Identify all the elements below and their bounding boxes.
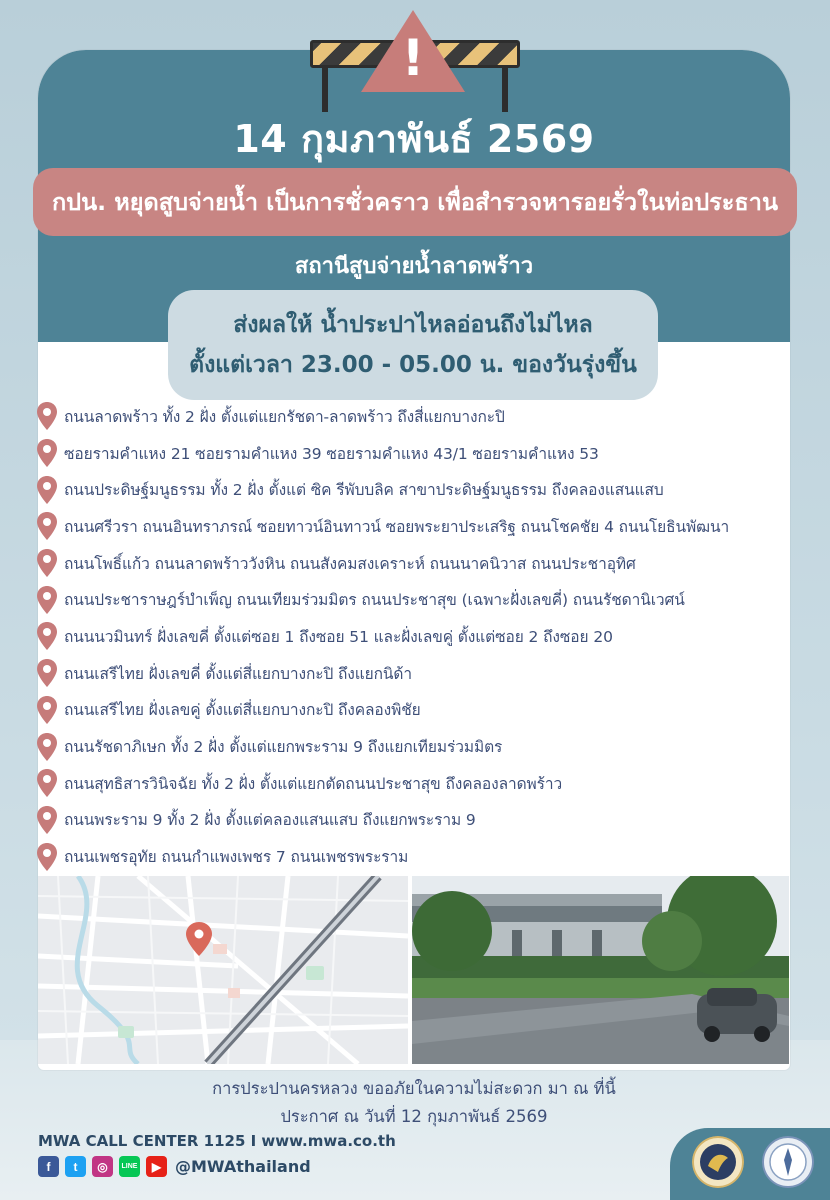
map-graphic	[38, 876, 408, 1064]
area-text: ถนนประดิษฐ์มนูธรรม ทั้ง 2 ฝั่ง ตั้งแต่ ซิค รีพับบลิค สาขาประดิษฐ์มนูธรรม ถึงคลองแสนแสบ	[64, 481, 664, 500]
location-pin-icon	[36, 621, 58, 651]
location-pin-icon	[36, 842, 58, 872]
apology-message: การประปานครหลวง ขออภัยในความไม่สะดวก มา ณ ที่นี้	[212, 1079, 616, 1098]
barricade-leg	[502, 68, 508, 112]
effect-box	[168, 290, 658, 400]
area-text: ถนนลาดพร้าว ทั้ง 2 ฝั่ง ตั้งแต่แยกรัชดา-ลาดพร้าว ถึงสี่แยกบางกะปิ	[64, 407, 505, 426]
area-list-item	[36, 471, 796, 508]
area-list-item	[36, 435, 796, 472]
social-links	[38, 1156, 311, 1177]
area-list-item	[36, 398, 796, 435]
area-text: ถนนเสรีไทย ฝั่งเลขคู่ ตั้งแต่สี่แยกบางกะปิ ถึงคลองพิชัย	[64, 701, 421, 720]
location-pin-icon	[36, 438, 58, 468]
area-list-item	[36, 765, 796, 802]
area-text: ถนนโพธิ์แก้ว ถนนลาดพร้าววังหิน ถนนสังคมสงเคราะห์ ถนนนาคนิวาส ถนนประชาอุทิศ	[64, 554, 636, 573]
station-name: สถานีสูบจ่ายน้ำลาดพร้าว	[294, 254, 534, 279]
area-list-item	[36, 655, 796, 692]
instagram-icon[interactable]: ◎	[92, 1156, 113, 1177]
affected-areas-list	[36, 398, 796, 875]
effect-line-1: ส่งผลให้ น้ำประปาไหลอ่อนถึงไม่ไหล	[233, 312, 593, 338]
area-text: ถนนเพชรอุทัย ถนนกำแพงเพชร 7 ถนนเพชรพระราม	[64, 848, 409, 867]
area-list-item	[36, 802, 796, 839]
area-text: ถนนพระราม 9 ทั้ง 2 ฝั่ง ตั้งแต่คลองแสนแสบ ถึงแยกพระราม 9	[64, 811, 476, 830]
effect-line-2: ตั้งแต่เวลา 23.00 - 05.00 น. ของวันรุ่งขึ้น	[189, 352, 637, 378]
location-pin-icon	[36, 658, 58, 688]
location-pin-icon	[36, 695, 58, 725]
area-list-item	[36, 545, 796, 582]
photo-graphic	[412, 876, 789, 1064]
exclamation-icon: !	[401, 29, 425, 87]
location-pin-icon	[36, 475, 58, 505]
youtube-icon[interactable]: ▶	[146, 1156, 167, 1177]
location-pin-icon	[36, 548, 58, 578]
area-text: ถนนเสรีไทย ฝั่งเลขคี่ ตั้งแต่สี่แยกบางกะปิ ถึงแยกนิด้า	[64, 664, 412, 683]
social-handle[interactable]: @MWAthailand	[175, 1157, 311, 1176]
area-text: ถนนรัชดาภิเษก ทั้ง 2 ฝั่ง ตั้งแต่แยกพระราม 9 ถึงแยกเทียมร่วมมิตร	[64, 738, 503, 757]
area-list-item	[36, 581, 796, 618]
area-text: ถนนศรีวรา ถนนอินทราภรณ์ ซอยทาวน์อินทาวน์ ซอยพระยาประเสริฐ ถนนโชคชัย 4 ถนนโยธินพัฒนา	[64, 517, 730, 536]
logos-panel	[670, 1128, 830, 1200]
issued-date: ประกาศ ณ วันที่ 12 กุมภาพันธ์ 2569	[280, 1107, 548, 1126]
pumping-station-photo	[412, 876, 789, 1064]
twitter-icon[interactable]: t	[65, 1156, 86, 1177]
area-text: ถนนนวมินทร์ ฝั่งเลขคี่ ตั้งแต่ซอย 1 ถึงซอย 51 และฝั่งเลขคู่ ตั้งแต่ซอย 2 ถึงซอย 20	[64, 627, 613, 646]
area-list-item	[36, 508, 796, 545]
location-pin-icon	[36, 768, 58, 798]
area-text: ซอยรามคำแหง 21 ซอยรามคำแหง 39 ซอยรามคำแหง 43/1 ซอยรามคำแหง 53	[64, 444, 599, 463]
location-map	[38, 876, 408, 1064]
location-pin-icon	[36, 401, 58, 431]
location-pin-icon	[36, 732, 58, 762]
area-text: ถนนสุทธิสารวินิจฉัย ทั้ง 2 ฝั่ง ตั้งแต่แยกตัดถนนประชาสุข ถึงคลองลาดพร้าว	[64, 774, 563, 793]
facebook-icon[interactable]: f	[38, 1156, 59, 1177]
area-text: ถนนประชาราษฎร์บำเพ็ญ ถนนเทียมร่วมมิตร ถนนประชาสุข (เฉพาะฝั่งเลขคี่) ถนนรัชดานิเวศน์	[64, 591, 685, 610]
location-pin-icon	[36, 805, 58, 835]
line-icon[interactable]: LINE	[119, 1156, 140, 1177]
area-list-item	[36, 728, 796, 765]
call-center-info: MWA CALL CENTER 1125 I www.mwa.co.th	[38, 1132, 396, 1150]
location-pin-icon	[36, 585, 58, 615]
announcement-date: 14 กุมภาพันธ์ 2569	[233, 117, 595, 161]
area-list-item	[36, 838, 796, 875]
mwa-logo	[692, 1136, 744, 1188]
barricade-leg	[322, 68, 328, 112]
location-pin-icon	[36, 511, 58, 541]
ministry-seal-logo	[762, 1136, 814, 1188]
area-list-item	[36, 692, 796, 729]
announcement-headline: กปน. หยุดสูบจ่ายน้ำ เป็นการชั่วคราว เพื่อสำรวจหารอยรั่วในท่อประธาน	[33, 168, 797, 236]
area-list-item	[36, 618, 796, 655]
